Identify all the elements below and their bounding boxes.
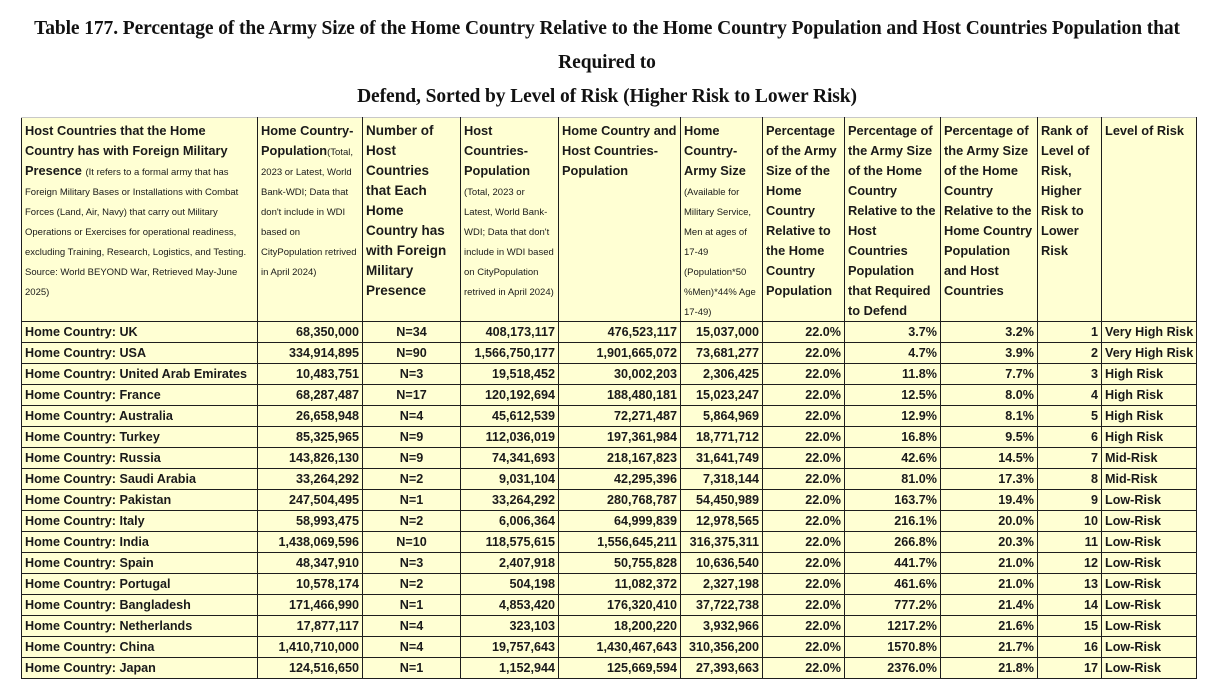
cell-pct-home: 22.0% <box>763 574 845 595</box>
cell-country: Home Country: Portugal <box>22 574 258 595</box>
cell-rank: 10 <box>1038 511 1102 532</box>
cell-pct-home: 22.0% <box>763 511 845 532</box>
cell-pct-host: 81.0% <box>845 469 941 490</box>
table-row <box>22 595 1197 616</box>
cell-army-size: 310,356,200 <box>681 637 763 658</box>
table-row <box>22 406 1197 427</box>
cell-country: Home Country: India <box>22 532 258 553</box>
cell-country: Home Country: Netherlands <box>22 616 258 637</box>
cell-combined-population: 476,523,117 <box>559 322 681 343</box>
cell-level-of-risk: High Risk <box>1102 406 1197 427</box>
cell-rank: 2 <box>1038 343 1102 364</box>
cell-host-population: 2,407,918 <box>461 553 559 574</box>
cell-rank: 16 <box>1038 637 1102 658</box>
cell-combined-population: 125,669,594 <box>559 658 681 679</box>
cell-home-population: 1,438,069,596 <box>258 532 363 553</box>
cell-level-of-risk: Very High Risk <box>1102 343 1197 364</box>
header-pct-total: Percentage of the Army Size of the Home Country Relative to the Home Country Population and Host Countries <box>941 118 1038 322</box>
table-row <box>22 616 1197 637</box>
table-title <box>0 12 1214 114</box>
cell-number-of-hosts: N=9 <box>363 427 461 448</box>
header-row <box>22 118 1197 322</box>
cell-combined-population: 218,167,823 <box>559 448 681 469</box>
cell-pct-host: 3.7% <box>845 322 941 343</box>
cell-level-of-risk: Low-Risk <box>1102 490 1197 511</box>
cell-home-population: 10,578,174 <box>258 574 363 595</box>
cell-combined-population: 176,320,410 <box>559 595 681 616</box>
cell-level-of-risk: High Risk <box>1102 427 1197 448</box>
cell-host-population: 408,173,117 <box>461 322 559 343</box>
cell-pct-host: 12.5% <box>845 385 941 406</box>
cell-army-size: 12,978,565 <box>681 511 763 532</box>
cell-number-of-hosts: N=2 <box>363 574 461 595</box>
cell-host-population: 19,757,643 <box>461 637 559 658</box>
cell-level-of-risk: High Risk <box>1102 385 1197 406</box>
header-host-countries: Host Countries that the Home Country has with Foreign Military Presence (It refers to a formal army that has Foreign Military Bases or Installations with Combat Forces (Land, Air, Navy) that carry out Military Operations or Exercises for operational readiness, excluding Training, Research, Logistics, and Testing. Source: World BEYOND War, Retrieved May-June 2025) <box>22 118 258 322</box>
cell-number-of-hosts: N=1 <box>363 490 461 511</box>
table-body <box>22 322 1197 679</box>
cell-pct-total: 17.3% <box>941 469 1038 490</box>
header-level-of-risk: Level of Risk <box>1102 118 1197 322</box>
cell-rank: 9 <box>1038 490 1102 511</box>
cell-home-population: 58,993,475 <box>258 511 363 532</box>
cell-combined-population: 1,556,645,211 <box>559 532 681 553</box>
cell-pct-home: 22.0% <box>763 553 845 574</box>
cell-home-population: 334,914,895 <box>258 343 363 364</box>
table-title-line-2: Defend, Sorted by Level of Risk (Higher Risk to Lower Risk) <box>357 86 857 107</box>
cell-pct-host: 11.8% <box>845 364 941 385</box>
cell-number-of-hosts: N=1 <box>363 658 461 679</box>
cell-number-of-hosts: N=17 <box>363 385 461 406</box>
cell-number-of-hosts: N=9 <box>363 448 461 469</box>
cell-level-of-risk: Low-Risk <box>1102 616 1197 637</box>
cell-pct-home: 22.0% <box>763 616 845 637</box>
table-row <box>22 427 1197 448</box>
cell-host-population: 118,575,615 <box>461 532 559 553</box>
table-row <box>22 385 1197 406</box>
cell-pct-total: 19.4% <box>941 490 1038 511</box>
cell-pct-home: 22.0% <box>763 469 845 490</box>
cell-army-size: 37,722,738 <box>681 595 763 616</box>
cell-country: Home Country: Bangladesh <box>22 595 258 616</box>
cell-number-of-hosts: N=3 <box>363 553 461 574</box>
header-army-size: Home Country-Army Size (Available for Military Service, Men at ages of 17-49 (Population*50 %Men)*44% Age 17-49) <box>681 118 763 322</box>
cell-host-population: 9,031,104 <box>461 469 559 490</box>
cell-country: Home Country: USA <box>22 343 258 364</box>
cell-pct-total: 14.5% <box>941 448 1038 469</box>
cell-combined-population: 42,295,396 <box>559 469 681 490</box>
cell-pct-home: 22.0% <box>763 595 845 616</box>
table-row <box>22 658 1197 679</box>
cell-pct-total: 21.6% <box>941 616 1038 637</box>
cell-host-population: 4,853,420 <box>461 595 559 616</box>
cell-army-size: 18,771,712 <box>681 427 763 448</box>
cell-pct-home: 22.0% <box>763 385 845 406</box>
table-row <box>22 574 1197 595</box>
cell-combined-population: 11,082,372 <box>559 574 681 595</box>
cell-home-population: 1,410,710,000 <box>258 637 363 658</box>
cell-host-population: 6,006,364 <box>461 511 559 532</box>
table-row <box>22 364 1197 385</box>
cell-rank: 3 <box>1038 364 1102 385</box>
cell-host-population: 504,198 <box>461 574 559 595</box>
cell-home-population: 171,466,990 <box>258 595 363 616</box>
cell-country: Home Country: Italy <box>22 511 258 532</box>
cell-country: Home Country: Spain <box>22 553 258 574</box>
cell-army-size: 2,306,425 <box>681 364 763 385</box>
cell-level-of-risk: Low-Risk <box>1102 595 1197 616</box>
header-pct-host: Percentage of the Army Size of the Home Country Relative to the Host Countries Population that Required to Defend <box>845 118 941 322</box>
cell-pct-home: 22.0% <box>763 448 845 469</box>
table-row <box>22 511 1197 532</box>
table-row <box>22 343 1197 364</box>
risk-data-table <box>21 117 1197 679</box>
cell-army-size: 10,636,540 <box>681 553 763 574</box>
cell-pct-home: 22.0% <box>763 658 845 679</box>
cell-army-size: 54,450,989 <box>681 490 763 511</box>
cell-rank: 7 <box>1038 448 1102 469</box>
cell-country: Home Country: Russia <box>22 448 258 469</box>
cell-pct-host: 163.7% <box>845 490 941 511</box>
cell-level-of-risk: Low-Risk <box>1102 511 1197 532</box>
cell-rank: 13 <box>1038 574 1102 595</box>
cell-country: Home Country: United Arab Emirates <box>22 364 258 385</box>
cell-pct-host: 441.7% <box>845 553 941 574</box>
cell-number-of-hosts: N=1 <box>363 595 461 616</box>
cell-pct-total: 21.4% <box>941 595 1038 616</box>
cell-pct-total: 3.2% <box>941 322 1038 343</box>
cell-number-of-hosts: N=90 <box>363 343 461 364</box>
cell-pct-host: 266.8% <box>845 532 941 553</box>
cell-pct-host: 1217.2% <box>845 616 941 637</box>
cell-rank: 5 <box>1038 406 1102 427</box>
cell-rank: 6 <box>1038 427 1102 448</box>
cell-pct-total: 3.9% <box>941 343 1038 364</box>
cell-pct-home: 22.0% <box>763 406 845 427</box>
cell-pct-total: 21.0% <box>941 553 1038 574</box>
cell-level-of-risk: Low-Risk <box>1102 637 1197 658</box>
cell-rank: 14 <box>1038 595 1102 616</box>
cell-home-population: 10,483,751 <box>258 364 363 385</box>
cell-level-of-risk: High Risk <box>1102 364 1197 385</box>
cell-host-population: 45,612,539 <box>461 406 559 427</box>
cell-combined-population: 1,430,467,643 <box>559 637 681 658</box>
cell-country: Home Country: China <box>22 637 258 658</box>
header-pct-home: Percentage of the Army Size of the Home Country Relative to the Home Country Population <box>763 118 845 322</box>
cell-army-size: 73,681,277 <box>681 343 763 364</box>
cell-pct-total: 20.0% <box>941 511 1038 532</box>
cell-host-population: 74,341,693 <box>461 448 559 469</box>
cell-army-size: 316,375,311 <box>681 532 763 553</box>
header-host-population: Host Countries-Population (Total, 2023 or Latest, World Bank-WDI; Data that don't include in WDI based on CityPopulation retrived in April 2024) <box>461 118 559 322</box>
cell-number-of-hosts: N=3 <box>363 364 461 385</box>
header-rank: Rank of Level of Risk, Higher Risk to Lower Risk <box>1038 118 1102 322</box>
cell-pct-home: 22.0% <box>763 364 845 385</box>
cell-pct-total: 7.7% <box>941 364 1038 385</box>
cell-level-of-risk: Low-Risk <box>1102 532 1197 553</box>
cell-combined-population: 188,480,181 <box>559 385 681 406</box>
cell-host-population: 120,192,694 <box>461 385 559 406</box>
cell-home-population: 247,504,495 <box>258 490 363 511</box>
cell-combined-population: 1,901,665,072 <box>559 343 681 364</box>
cell-pct-total: 20.3% <box>941 532 1038 553</box>
cell-country: Home Country: Saudi Arabia <box>22 469 258 490</box>
cell-pct-total: 8.0% <box>941 385 1038 406</box>
cell-combined-population: 30,002,203 <box>559 364 681 385</box>
cell-army-size: 15,037,000 <box>681 322 763 343</box>
cell-level-of-risk: Low-Risk <box>1102 553 1197 574</box>
cell-combined-population: 280,768,787 <box>559 490 681 511</box>
cell-pct-home: 22.0% <box>763 427 845 448</box>
cell-level-of-risk: Low-Risk <box>1102 658 1197 679</box>
cell-army-size: 5,864,969 <box>681 406 763 427</box>
cell-pct-total: 21.7% <box>941 637 1038 658</box>
cell-combined-population: 197,361,984 <box>559 427 681 448</box>
cell-rank: 1 <box>1038 322 1102 343</box>
cell-host-population: 33,264,292 <box>461 490 559 511</box>
cell-number-of-hosts: N=10 <box>363 532 461 553</box>
table-row <box>22 532 1197 553</box>
cell-country: Home Country: France <box>22 385 258 406</box>
cell-pct-home: 22.0% <box>763 490 845 511</box>
cell-host-population: 323,103 <box>461 616 559 637</box>
cell-army-size: 3,932,966 <box>681 616 763 637</box>
cell-rank: 17 <box>1038 658 1102 679</box>
table-row <box>22 448 1197 469</box>
cell-pct-host: 4.7% <box>845 343 941 364</box>
cell-army-size: 15,023,247 <box>681 385 763 406</box>
cell-combined-population: 64,999,839 <box>559 511 681 532</box>
cell-combined-population: 50,755,828 <box>559 553 681 574</box>
cell-country: Home Country: Pakistan <box>22 490 258 511</box>
cell-army-size: 31,641,749 <box>681 448 763 469</box>
cell-combined-population: 18,200,220 <box>559 616 681 637</box>
cell-pct-home: 22.0% <box>763 637 845 658</box>
header-number-of-hosts: Number of Host Countries that Each Home Country has with Foreign Military Presence <box>363 118 461 322</box>
cell-home-population: 33,264,292 <box>258 469 363 490</box>
cell-country: Home Country: Turkey <box>22 427 258 448</box>
cell-number-of-hosts: N=4 <box>363 637 461 658</box>
cell-rank: 4 <box>1038 385 1102 406</box>
cell-pct-total: 8.1% <box>941 406 1038 427</box>
cell-host-population: 1,566,750,177 <box>461 343 559 364</box>
cell-host-population: 112,036,019 <box>461 427 559 448</box>
cell-country: Home Country: Australia <box>22 406 258 427</box>
cell-pct-home: 22.0% <box>763 532 845 553</box>
cell-country: Home Country: UK <box>22 322 258 343</box>
cell-number-of-hosts: N=4 <box>363 406 461 427</box>
cell-pct-host: 216.1% <box>845 511 941 532</box>
table-row <box>22 490 1197 511</box>
cell-rank: 15 <box>1038 616 1102 637</box>
cell-level-of-risk: Low-Risk <box>1102 574 1197 595</box>
cell-pct-total: 21.0% <box>941 574 1038 595</box>
cell-pct-host: 1570.8% <box>845 637 941 658</box>
cell-pct-host: 16.8% <box>845 427 941 448</box>
table-row <box>22 553 1197 574</box>
cell-pct-home: 22.0% <box>763 322 845 343</box>
cell-host-population: 19,518,452 <box>461 364 559 385</box>
header-home-population: Home Country-Population(Total, 2023 or Latest, World Bank-WDI; Data that don't include in WDI based on CityPopulation retrived in April 2024) <box>258 118 363 322</box>
cell-home-population: 48,347,910 <box>258 553 363 574</box>
cell-home-population: 68,350,000 <box>258 322 363 343</box>
cell-home-population: 124,516,650 <box>258 658 363 679</box>
table-row <box>22 637 1197 658</box>
cell-home-population: 17,877,117 <box>258 616 363 637</box>
cell-level-of-risk: Very High Risk <box>1102 322 1197 343</box>
cell-number-of-hosts: N=2 <box>363 511 461 532</box>
cell-pct-host: 777.2% <box>845 595 941 616</box>
cell-army-size: 7,318,144 <box>681 469 763 490</box>
cell-home-population: 26,658,948 <box>258 406 363 427</box>
cell-pct-host: 42.6% <box>845 448 941 469</box>
cell-host-population: 1,152,944 <box>461 658 559 679</box>
cell-pct-home: 22.0% <box>763 343 845 364</box>
cell-rank: 12 <box>1038 553 1102 574</box>
cell-level-of-risk: Mid-Risk <box>1102 469 1197 490</box>
header-combined-population: Home Country and Host Countries-Population <box>559 118 681 322</box>
cell-level-of-risk: Mid-Risk <box>1102 448 1197 469</box>
cell-pct-host: 461.6% <box>845 574 941 595</box>
cell-rank: 11 <box>1038 532 1102 553</box>
cell-army-size: 27,393,663 <box>681 658 763 679</box>
cell-combined-population: 72,271,487 <box>559 406 681 427</box>
table-title-line-1: Table 177. Percentage of the Army Size of the Home Country Relative to the Home Country Population and Host Countries Population that Required to <box>34 18 1180 73</box>
cell-number-of-hosts: N=2 <box>363 469 461 490</box>
cell-pct-total: 21.8% <box>941 658 1038 679</box>
cell-pct-host: 2376.0% <box>845 658 941 679</box>
cell-home-population: 68,287,487 <box>258 385 363 406</box>
table-row <box>22 322 1197 343</box>
cell-country: Home Country: Japan <box>22 658 258 679</box>
cell-pct-total: 9.5% <box>941 427 1038 448</box>
cell-army-size: 2,327,198 <box>681 574 763 595</box>
cell-home-population: 85,325,965 <box>258 427 363 448</box>
cell-number-of-hosts: N=4 <box>363 616 461 637</box>
table-row <box>22 469 1197 490</box>
cell-number-of-hosts: N=34 <box>363 322 461 343</box>
cell-pct-host: 12.9% <box>845 406 941 427</box>
cell-home-population: 143,826,130 <box>258 448 363 469</box>
cell-rank: 8 <box>1038 469 1102 490</box>
